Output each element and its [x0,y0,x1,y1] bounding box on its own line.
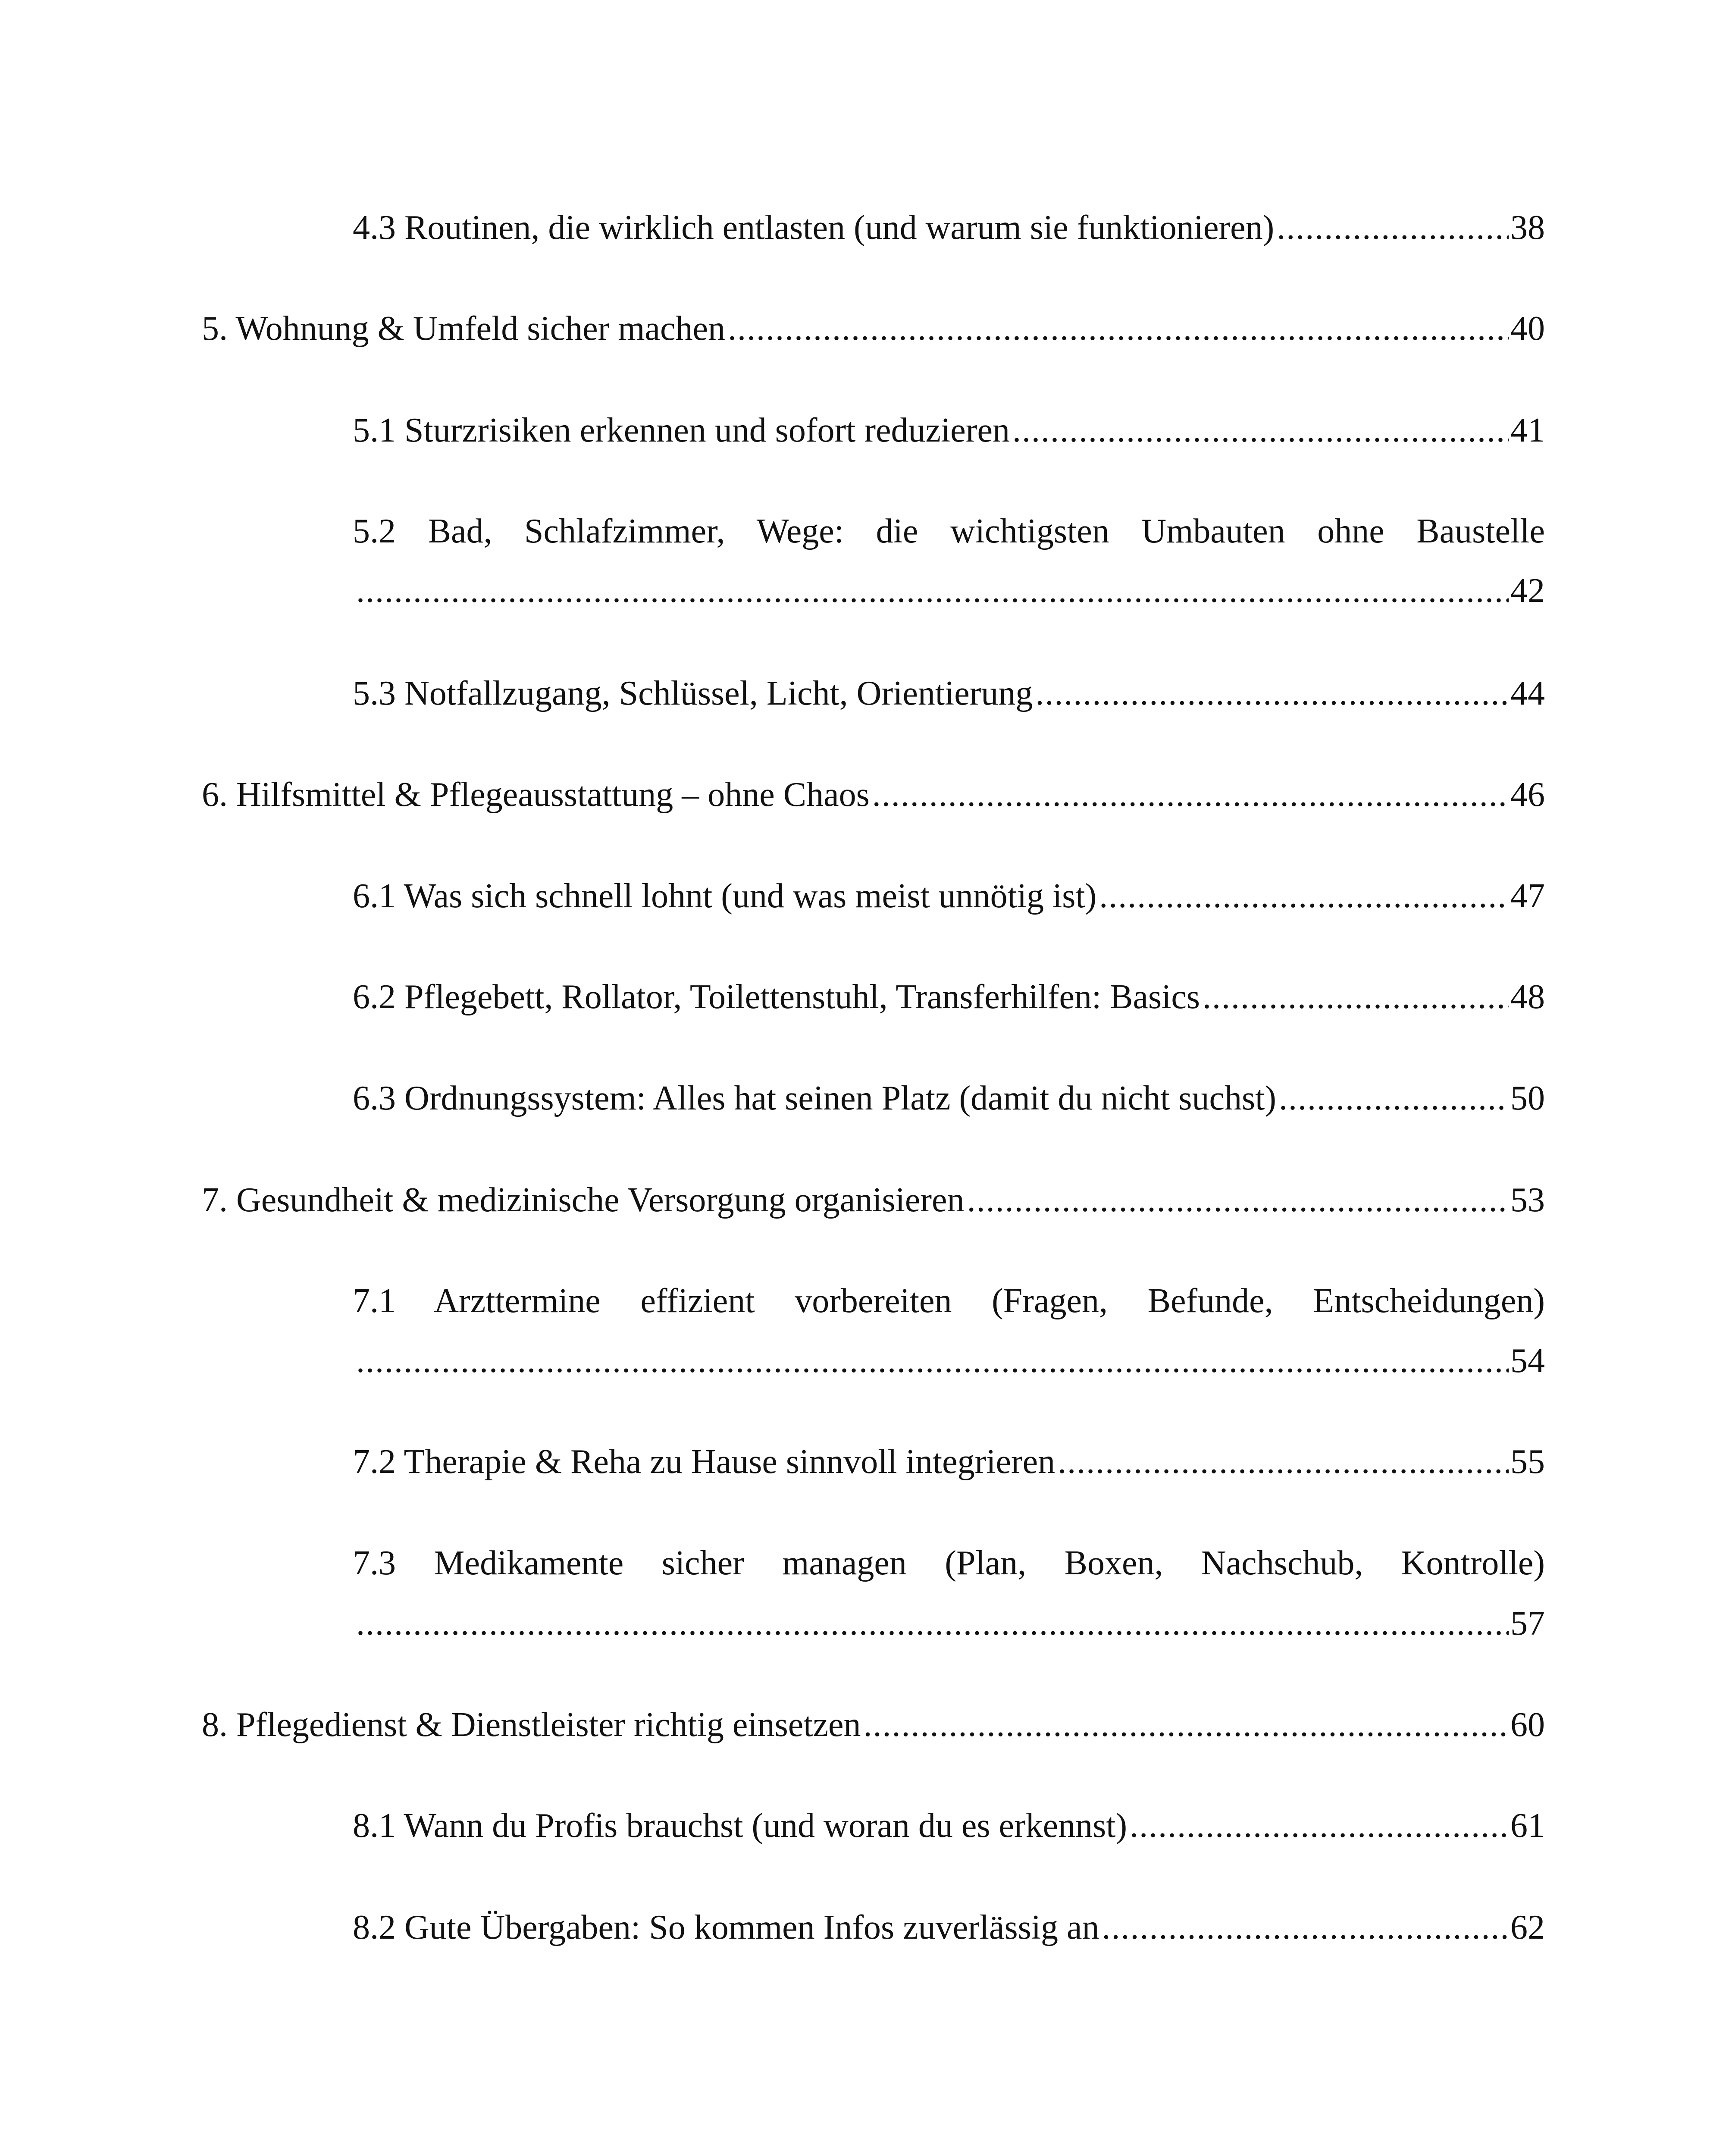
toc-dot-leader [1035,672,1509,715]
toc-entry-title: 6.1 Was sich schnell lohnt (und was meist unnötig ist) [353,877,1097,915]
toc-dot-leader [872,773,1509,816]
toc-entry-page: 48 [1510,978,1545,1016]
toc-entry-6-1[interactable] [353,874,1545,918]
toc-entry-title: 5.2 Bad, Schlafzimmer, Wege: die wichtigsten Umbauten ohne Baustelle [353,512,1545,550]
toc-entry-title: 4.3 Routinen, die wirklich entlasten (und warum sie funktionieren) [353,209,1275,247]
toc-entry-page: 62 [1510,1908,1545,1946]
toc-entry-page: 38 [1510,209,1545,247]
toc-entry-page: 42 [1510,572,1545,610]
toc-entry-page: 54 [1510,1342,1545,1380]
toc-entry-6[interactable] [202,773,1545,816]
toc-entry-7-2[interactable] [353,1440,1545,1483]
toc-entry-5[interactable] [202,307,1545,350]
toc-entry-page: 44 [1510,674,1545,712]
toc-entry-page: 40 [1510,310,1545,348]
toc-entry-7[interactable] [202,1178,1545,1222]
toc-entry-title: 8.1 Wann du Profis brauchst (und woran du es erkennst) [353,1807,1128,1845]
toc-entry-title: 7.3 Medikamente sicher managen (Plan, Boxen, Nachschub, Kontrolle) [353,1544,1545,1582]
toc-entry-title: 6. Hilfsmittel & Pflegeausstattung – ohne Chaos [202,776,870,814]
toc-entry-title: 7.2 Therapie & Reha zu Hause sinnvoll integrieren [353,1443,1055,1481]
toc-entry-5-2-title[interactable] [353,510,1545,553]
toc-entry-8[interactable] [202,1703,1545,1746]
toc-entry-page: 46 [1510,776,1545,814]
toc-entry-6-2[interactable] [353,975,1545,1018]
toc-entry-title: 8. Pflegedienst & Dienstleister richtig einsetzen [202,1706,861,1744]
toc-dot-leader [1130,1804,1509,1847]
toc-dot-leader [1058,1440,1509,1483]
toc-dot-leader [967,1178,1509,1222]
toc-entry-title: 5.1 Sturzrisiken erkennen und sofort reduzieren [353,411,1010,449]
toc-dot-leader [1012,409,1509,452]
toc-dot-leader [863,1703,1509,1746]
toc-entry-title: 7. Gesundheit & medizinische Versorgung organisieren [202,1181,965,1219]
toc-entry-5-1[interactable] [353,409,1545,452]
toc-entry-7-3-leader[interactable] [353,1602,1545,1645]
toc-entry-page: 41 [1510,411,1545,449]
toc-entry-page: 47 [1510,877,1545,915]
toc-dot-leader [1277,206,1509,249]
toc-dot-leader [353,569,1509,612]
toc-entry-title: 6.2 Pflegebett, Rollator, Toilettenstuhl, Transferhilfen: Basics [353,978,1200,1016]
toc-entry-page: 50 [1510,1079,1545,1117]
toc-entry-title: 5.3 Notfallzugang, Schlüssel, Licht, Orientierung [353,674,1033,712]
toc-dot-leader [1203,975,1509,1018]
toc-entry-title: 7.1 Arzttermine effizient vorbereiten (Fragen, Befunde, Entscheidungen) [353,1282,1545,1320]
toc-entry-7-3-title[interactable] [353,1542,1545,1585]
toc-dot-leader [353,1339,1509,1382]
toc-entry-5-2-leader[interactable] [353,569,1545,612]
toc-entry-4-3[interactable] [353,206,1545,249]
toc-entry-8-1[interactable] [353,1804,1545,1847]
toc-dot-leader [1279,1077,1509,1120]
toc-dot-leader [728,307,1509,350]
toc-entry-page: 61 [1510,1807,1545,1845]
toc-entry-7-1-title[interactable] [353,1279,1545,1322]
toc-entry-page: 60 [1510,1706,1545,1744]
toc-entry-title: 5. Wohnung & Umfeld sicher machen [202,310,726,348]
toc-entry-page: 55 [1510,1443,1545,1481]
toc-dot-leader [353,1602,1509,1645]
toc-entry-5-3[interactable] [353,672,1545,715]
toc-entry-8-2[interactable] [353,1906,1545,1949]
toc-dot-leader [1102,1906,1509,1949]
toc-entry-page: 57 [1510,1604,1545,1642]
toc-entry-7-1-leader[interactable] [353,1339,1545,1382]
toc-entry-title: 6.3 Ordnungssystem: Alles hat seinen Platz (damit du nicht suchst) [353,1079,1276,1117]
toc-entry-title: 8.2 Gute Übergaben: So kommen Infos zuverlässig an [353,1908,1099,1946]
toc-entry-6-3[interactable] [353,1077,1545,1120]
toc-dot-leader [1099,874,1509,918]
toc-entry-page: 53 [1510,1181,1545,1219]
